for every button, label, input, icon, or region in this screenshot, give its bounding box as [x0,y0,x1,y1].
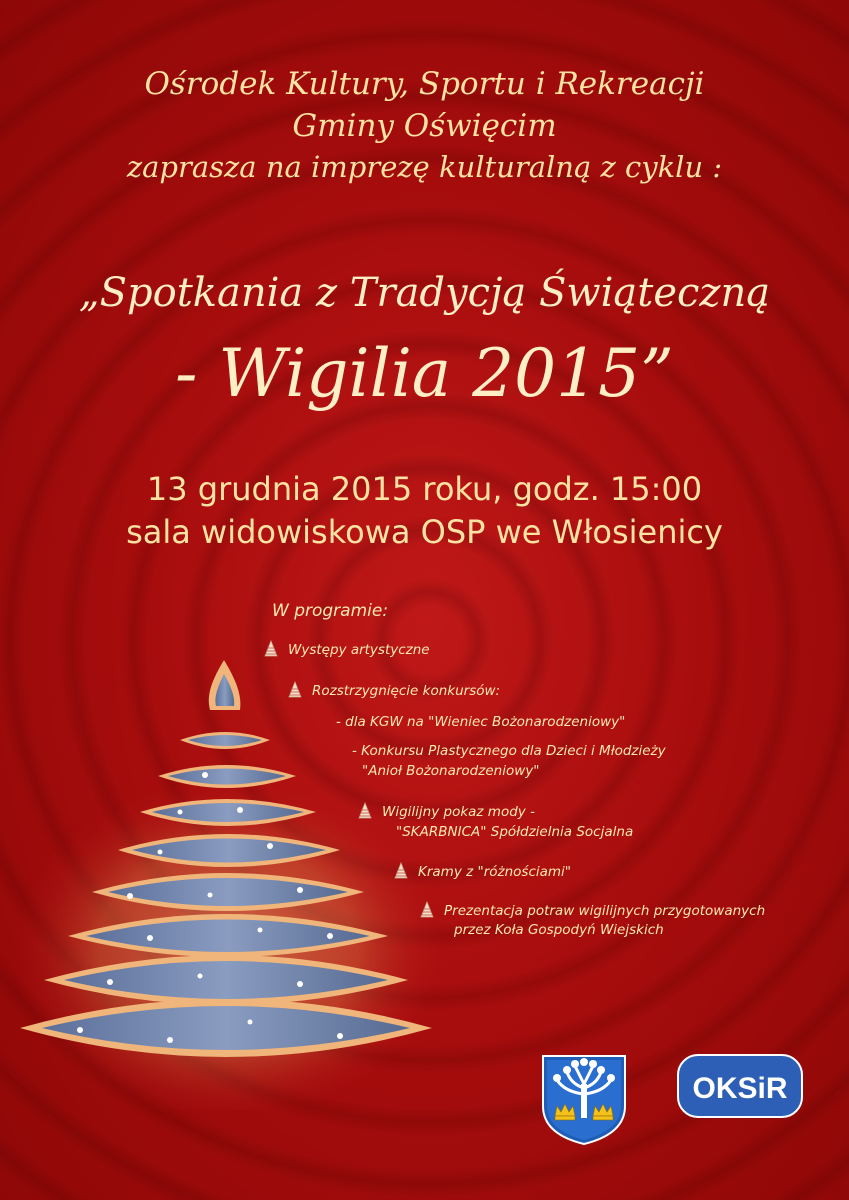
event-title-line-2: - Wigilia 2015” [175,335,674,412]
program-item-5 [418,901,765,919]
event-venue: sala widowiskowa OSP we Włosienicy [126,513,723,551]
christmas-tree-bullet-icon [418,901,436,919]
program-item-1 [262,640,430,658]
program-item-2 [286,681,500,699]
organizer-line-1: Ośrodek Kultury, Sportu i Rekreacji [144,66,705,102]
christmas-tree-bullet-icon [392,862,410,880]
program-item-2-sub-1: - dla KGW na "Wieniec Bożonarodzeniowy" [336,714,626,730]
christmas-tree-icon [0,640,460,1110]
christmas-tree-bullet-icon [262,640,280,658]
program-item-3-line-2: "SKARBNICA" Spółdzielnia Socjalna [396,824,634,840]
christmas-tree-bullet-icon [286,681,304,699]
program-item-4 [392,862,571,880]
program-item-5-label: Prezentacja potraw wigilijnych przygotowanych [444,903,766,919]
event-date: 13 grudnia 2015 roku, godz. 15:00 [146,470,703,508]
christmas-tree-bullet-icon [356,802,374,820]
program-item-3 [356,802,535,820]
program-item-2-sub-2-line-1: - Konkursu Plastycznego dla Dzieci i Młodzieży [352,743,666,759]
program-item-3-label: Wigilijny pokaz mody - [382,804,535,820]
event-title-line-1: „Spotkania z Tradycją Świąteczną [78,270,771,316]
program-item-1-label: Występy artystyczne [288,642,430,658]
program-item-4-label: Kramy z "różnościami" [418,864,571,880]
program-item-5-line-2: przez Koła Gospodyń Wiejskich [454,922,664,938]
invitation-line: zaprasza na imprezę kulturalną z cyklu : [126,150,723,184]
program-item-2-sub-2-line-2: "Anioł Bożonarodzeniowy" [362,763,540,779]
oksir-logo-icon [677,1054,803,1118]
program-heading: W programie: [272,601,389,621]
gmina-coat-of-arms-icon [541,1054,627,1146]
oksir-logo-text: OKSiR [692,1072,788,1105]
program-item-2-label: Rozstrzygnięcie konkursów: [312,683,501,699]
organizer-line-2: Gminy Oświęcim [292,108,557,144]
